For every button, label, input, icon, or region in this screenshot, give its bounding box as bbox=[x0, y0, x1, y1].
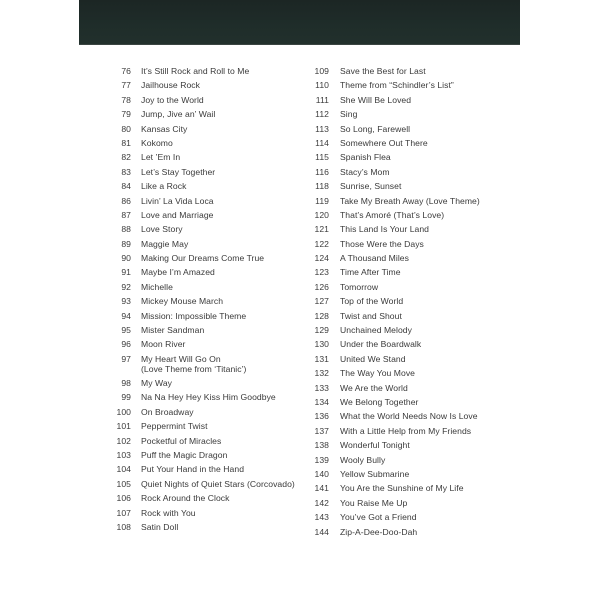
contents-entry bbox=[110, 522, 310, 536]
song-title bbox=[141, 282, 310, 292]
page-number: 106 bbox=[116, 493, 131, 504]
song-title-text: Michelle bbox=[141, 281, 173, 292]
page-number: 93 bbox=[121, 296, 131, 307]
song-title-text: Peppermint Twist bbox=[141, 421, 208, 432]
song-title-text: Rock Around the Clock bbox=[141, 493, 230, 504]
song-title-text: You Are the Sunshine of My Life bbox=[340, 483, 464, 494]
page-number: 123 bbox=[314, 267, 329, 278]
song-title bbox=[141, 181, 310, 191]
song-title-text: Take My Breath Away (Love Theme) bbox=[340, 195, 480, 206]
page-number: 88 bbox=[121, 224, 131, 235]
contents-entry bbox=[110, 325, 310, 339]
page-number: 86 bbox=[121, 195, 131, 206]
song-title bbox=[340, 455, 523, 465]
song-title bbox=[141, 210, 310, 220]
song-title-text: United We Stand bbox=[340, 353, 406, 364]
contents-entry bbox=[303, 498, 523, 512]
page-number: 116 bbox=[315, 166, 329, 177]
song-title bbox=[340, 483, 523, 493]
song-title-text: She Will Be Loved bbox=[340, 94, 412, 105]
contents-entry bbox=[303, 455, 523, 469]
song-title bbox=[141, 522, 310, 532]
song-title-text: Love Story bbox=[141, 224, 183, 235]
contents-entry bbox=[303, 325, 523, 339]
contents-entry bbox=[303, 267, 523, 281]
song-title-text: On Broadway bbox=[141, 406, 194, 417]
song-title bbox=[141, 80, 310, 90]
page-number: 115 bbox=[315, 152, 329, 163]
page-number: 94 bbox=[121, 310, 131, 321]
song-title bbox=[141, 167, 310, 177]
contents-entry bbox=[110, 124, 310, 138]
contents-entry bbox=[303, 512, 523, 526]
page-number: 97 bbox=[121, 353, 131, 364]
page-number: 121 bbox=[314, 224, 329, 235]
song-title-text: Jailhouse Rock bbox=[141, 80, 200, 91]
song-subtitle: (Love Theme from ‘Titanic’) bbox=[141, 363, 247, 374]
song-title-text: Jump, Jive an’ Wail bbox=[141, 109, 216, 120]
page-number: 128 bbox=[314, 310, 329, 321]
page-number: 129 bbox=[314, 325, 329, 336]
contents-entry bbox=[110, 138, 310, 152]
page-number: 80 bbox=[121, 123, 131, 134]
song-title-text: So Long, Farewell bbox=[340, 123, 411, 134]
page-number: 114 bbox=[315, 137, 329, 148]
song-title bbox=[340, 339, 523, 349]
song-title bbox=[141, 124, 310, 134]
page-number: 136 bbox=[314, 411, 329, 422]
contents-entry bbox=[110, 253, 310, 267]
song-title-text: It’s Still Rock and Roll to Me bbox=[141, 66, 250, 76]
contents-entry bbox=[303, 483, 523, 497]
contents-entry bbox=[303, 196, 523, 210]
song-title bbox=[340, 167, 523, 177]
page-number: 102 bbox=[116, 435, 131, 446]
contents-entry bbox=[303, 181, 523, 195]
page-number: 87 bbox=[121, 209, 131, 220]
page-number: 138 bbox=[314, 440, 329, 451]
song-title-text: You’ve Got a Friend bbox=[340, 512, 417, 523]
page-number: 105 bbox=[116, 478, 131, 489]
song-title bbox=[340, 282, 523, 292]
contents-entry bbox=[110, 339, 310, 353]
song-title-text: Time After Time bbox=[340, 267, 401, 278]
page-number: 92 bbox=[121, 281, 131, 292]
contents-entry bbox=[303, 66, 523, 80]
song-title-text: Maybe I’m Amazed bbox=[141, 267, 215, 278]
contents-entry bbox=[303, 397, 523, 411]
song-title-text: Mister Sandman bbox=[141, 325, 205, 336]
song-title bbox=[141, 109, 310, 119]
page-number: 131 bbox=[314, 353, 329, 364]
page-number: 142 bbox=[314, 497, 329, 508]
contents-entry bbox=[110, 493, 310, 507]
page-number: 137 bbox=[314, 425, 329, 436]
contents-entry bbox=[303, 354, 523, 368]
contents-entry bbox=[303, 95, 523, 109]
song-title-text: Rock with You bbox=[141, 507, 196, 518]
song-title-text: Put Your Hand in the Hand bbox=[141, 464, 245, 475]
song-title bbox=[340, 368, 523, 378]
song-title-text: We Are the World bbox=[340, 382, 408, 393]
song-title bbox=[340, 527, 523, 537]
song-title bbox=[340, 469, 523, 479]
song-title-text: A Thousand Miles bbox=[340, 253, 409, 264]
contents-entry bbox=[110, 296, 310, 310]
contents-entry bbox=[303, 210, 523, 224]
contents-entry bbox=[110, 354, 310, 378]
page-number: 83 bbox=[121, 166, 131, 177]
contents-entry bbox=[110, 95, 310, 109]
song-title bbox=[141, 296, 310, 306]
song-title bbox=[340, 411, 523, 421]
contents-entry bbox=[303, 109, 523, 123]
page-number: 78 bbox=[121, 94, 131, 105]
page-number: 76 bbox=[121, 66, 131, 76]
song-title-text: Under the Boardwalk bbox=[340, 339, 422, 350]
song-title-text: Mission: Impossible Theme bbox=[141, 310, 247, 321]
contents-entry bbox=[303, 152, 523, 166]
song-title bbox=[141, 436, 310, 446]
song-title-text: Zip-A-Dee-Doo-Dah bbox=[340, 526, 418, 537]
page-number: 101 bbox=[116, 421, 131, 432]
contents-entry bbox=[303, 383, 523, 397]
song-title-text: Somewhere Out There bbox=[340, 137, 428, 148]
song-title-text: Stacy’s Mom bbox=[340, 166, 390, 177]
song-title bbox=[340, 239, 523, 249]
song-title bbox=[141, 196, 310, 206]
song-title bbox=[141, 493, 310, 503]
contents-entry bbox=[110, 224, 310, 238]
song-title bbox=[340, 138, 523, 148]
page-number: 120 bbox=[314, 209, 329, 220]
page-number: 118 bbox=[315, 181, 329, 192]
contents-entry bbox=[110, 508, 310, 522]
contents-entry bbox=[110, 66, 310, 80]
contents-entry bbox=[110, 392, 310, 406]
song-title-text: Unchained Melody bbox=[340, 325, 412, 336]
page-number: 108 bbox=[116, 521, 131, 532]
header-band bbox=[79, 0, 520, 45]
song-title-text: Tomorrow bbox=[340, 281, 379, 292]
song-title bbox=[340, 124, 523, 134]
song-title bbox=[141, 253, 310, 263]
song-title bbox=[141, 339, 310, 349]
page-number: 112 bbox=[315, 109, 329, 120]
contents-entry bbox=[303, 368, 523, 382]
contents-entry bbox=[303, 80, 523, 94]
contents-entry bbox=[303, 426, 523, 440]
page-number: 110 bbox=[315, 80, 329, 91]
song-title-text: Sunrise, Sunset bbox=[340, 181, 402, 192]
page-number: 107 bbox=[116, 507, 131, 518]
song-title-text: That’s Amoré (That’s Love) bbox=[340, 209, 445, 220]
song-title bbox=[340, 354, 523, 364]
contents-entry bbox=[303, 124, 523, 138]
song-title-text: Save the Best for Last bbox=[340, 66, 426, 76]
song-title bbox=[340, 325, 523, 335]
song-title bbox=[340, 80, 523, 90]
song-title-text: Wooly Bully bbox=[340, 454, 386, 465]
song-title-text: Theme from “Schindler’s List” bbox=[340, 80, 454, 91]
contents-entry bbox=[110, 311, 310, 325]
page-number: 77 bbox=[121, 80, 131, 91]
song-title-text: Making Our Dreams Come True bbox=[141, 253, 265, 264]
page-number: 127 bbox=[314, 296, 329, 307]
song-title bbox=[340, 253, 523, 263]
contents-right-column bbox=[303, 66, 523, 541]
page-number: 82 bbox=[121, 152, 131, 163]
song-title-text: What the World Needs Now Is Love bbox=[340, 411, 478, 422]
contents-entry bbox=[303, 282, 523, 296]
song-title bbox=[141, 354, 310, 374]
page-number: 84 bbox=[121, 181, 131, 192]
song-title bbox=[340, 296, 523, 306]
song-title bbox=[340, 181, 523, 191]
song-title bbox=[340, 109, 523, 119]
page-number: 113 bbox=[315, 123, 329, 134]
page-number: 122 bbox=[314, 238, 329, 249]
song-title bbox=[141, 95, 310, 105]
song-title bbox=[141, 239, 310, 249]
page-number: 96 bbox=[121, 339, 131, 350]
page-number: 141 bbox=[314, 483, 329, 494]
song-title bbox=[340, 498, 523, 508]
contents-entry bbox=[110, 479, 310, 493]
song-title bbox=[141, 479, 310, 489]
page-number: 89 bbox=[121, 238, 131, 249]
page-number: 95 bbox=[121, 325, 131, 336]
song-title bbox=[141, 66, 310, 76]
page-number: 109 bbox=[314, 66, 329, 76]
song-title-text: This Land Is Your Land bbox=[340, 224, 430, 235]
contents-entry bbox=[110, 421, 310, 435]
song-title bbox=[340, 311, 523, 321]
contents-entry bbox=[110, 450, 310, 464]
contents-entry bbox=[110, 152, 310, 166]
contents-entry bbox=[110, 267, 310, 281]
page-number: 144 bbox=[314, 526, 329, 537]
song-title bbox=[340, 426, 523, 436]
contents-entry bbox=[110, 407, 310, 421]
contents-entry bbox=[303, 138, 523, 152]
song-title-text: Like a Rock bbox=[141, 181, 187, 192]
contents-entry bbox=[303, 469, 523, 483]
song-title-text: My Heart Will Go On bbox=[141, 353, 221, 364]
song-title-text: Let ’Em In bbox=[141, 152, 181, 163]
contents-entry bbox=[110, 282, 310, 296]
page-number: 126 bbox=[314, 281, 329, 292]
page-number: 132 bbox=[314, 368, 329, 379]
song-title bbox=[141, 464, 310, 474]
song-title bbox=[141, 311, 310, 321]
song-title-text: Twist and Shout bbox=[340, 310, 402, 321]
song-title bbox=[141, 224, 310, 234]
song-title-text: My Way bbox=[141, 378, 173, 388]
song-title bbox=[340, 152, 523, 162]
page-number: 104 bbox=[116, 464, 131, 475]
contents-entry bbox=[110, 80, 310, 94]
page-number: 90 bbox=[121, 253, 131, 264]
song-title-text: With a Little Help from My Friends bbox=[340, 425, 472, 436]
page-number: 91 bbox=[121, 267, 131, 278]
song-title-text: Top of the World bbox=[340, 296, 404, 307]
contents-entry bbox=[110, 167, 310, 181]
song-title-text: Those Were the Days bbox=[340, 238, 424, 249]
song-title bbox=[141, 378, 310, 388]
song-title bbox=[141, 152, 310, 162]
song-title-text: Wonderful Tonight bbox=[340, 440, 410, 451]
song-title bbox=[340, 512, 523, 522]
page-number: 99 bbox=[121, 392, 131, 403]
song-title-text: Kansas City bbox=[141, 123, 188, 134]
contents-entry bbox=[303, 411, 523, 425]
contents-entry bbox=[303, 296, 523, 310]
song-title-text: Love and Marriage bbox=[141, 209, 214, 220]
song-title bbox=[340, 196, 523, 206]
song-title bbox=[141, 450, 310, 460]
song-title-text: Sing bbox=[340, 109, 358, 120]
contents-entry bbox=[110, 109, 310, 123]
contents-left-column bbox=[110, 66, 310, 536]
song-title bbox=[340, 224, 523, 234]
song-title bbox=[141, 267, 310, 277]
contents-entry bbox=[303, 311, 523, 325]
song-title-text: Let’s Stay Together bbox=[141, 166, 216, 177]
song-title-text: Mickey Mouse March bbox=[141, 296, 224, 307]
song-title-text: Kokomo bbox=[141, 137, 173, 148]
contents-entry bbox=[110, 210, 310, 224]
page-number: 98 bbox=[121, 378, 131, 388]
page-number: 134 bbox=[314, 396, 329, 407]
song-title bbox=[340, 95, 523, 105]
page-number: 133 bbox=[314, 382, 329, 393]
song-title bbox=[340, 66, 523, 76]
page-number: 119 bbox=[315, 195, 329, 206]
page-number: 130 bbox=[314, 339, 329, 350]
contents-entry bbox=[110, 239, 310, 253]
song-title-text: Yellow Submarine bbox=[340, 468, 410, 479]
page-number: 124 bbox=[314, 253, 329, 264]
page-number: 143 bbox=[314, 512, 329, 523]
page-number: 100 bbox=[116, 406, 131, 417]
song-title-text: Puff the Magic Dragon bbox=[141, 449, 228, 460]
contents-entry bbox=[303, 527, 523, 541]
song-title bbox=[141, 508, 310, 518]
contents-entry bbox=[110, 196, 310, 210]
song-title bbox=[340, 397, 523, 407]
contents-entry bbox=[303, 440, 523, 454]
song-title bbox=[340, 210, 523, 220]
song-title bbox=[340, 383, 523, 393]
contents-entry bbox=[303, 253, 523, 267]
page-number: 81 bbox=[121, 137, 131, 148]
song-title-text: Maggie May bbox=[141, 238, 189, 249]
contents-entry bbox=[110, 464, 310, 478]
contents-entry bbox=[110, 181, 310, 195]
song-title-text: Spanish Flea bbox=[340, 152, 391, 163]
page-number: 140 bbox=[314, 468, 329, 479]
song-title-text: Na Na Hey Hey Kiss Him Goodbye bbox=[141, 392, 276, 403]
contents-entry bbox=[303, 224, 523, 238]
song-title-text: Satin Doll bbox=[141, 521, 179, 532]
page-number: 79 bbox=[121, 109, 131, 120]
song-title-text: Moon River bbox=[141, 339, 186, 350]
song-title bbox=[141, 138, 310, 148]
song-title-text: We Belong Together bbox=[340, 396, 419, 407]
page-number: 103 bbox=[116, 449, 131, 460]
song-title-text: Pocketful of Miracles bbox=[141, 435, 222, 446]
page-number: 139 bbox=[314, 454, 329, 465]
song-title bbox=[340, 440, 523, 450]
song-title bbox=[340, 267, 523, 277]
contents-entry bbox=[303, 167, 523, 181]
song-title-text: Joy to the World bbox=[141, 94, 204, 105]
page-number: 111 bbox=[315, 94, 329, 105]
song-title-text: The Way You Move bbox=[340, 368, 415, 379]
song-title-text: Livin’ La Vida Loca bbox=[141, 195, 214, 206]
song-title bbox=[141, 325, 310, 335]
contents-entry bbox=[110, 436, 310, 450]
contents-entry bbox=[303, 239, 523, 253]
contents-entry bbox=[303, 339, 523, 353]
song-title-text: Quiet Nights of Quiet Stars (Corcovado) bbox=[141, 478, 295, 489]
song-title-text: You Raise Me Up bbox=[340, 497, 408, 508]
contents-entry bbox=[110, 378, 310, 392]
song-title bbox=[141, 421, 310, 431]
song-title bbox=[141, 407, 310, 417]
song-title bbox=[141, 392, 310, 402]
